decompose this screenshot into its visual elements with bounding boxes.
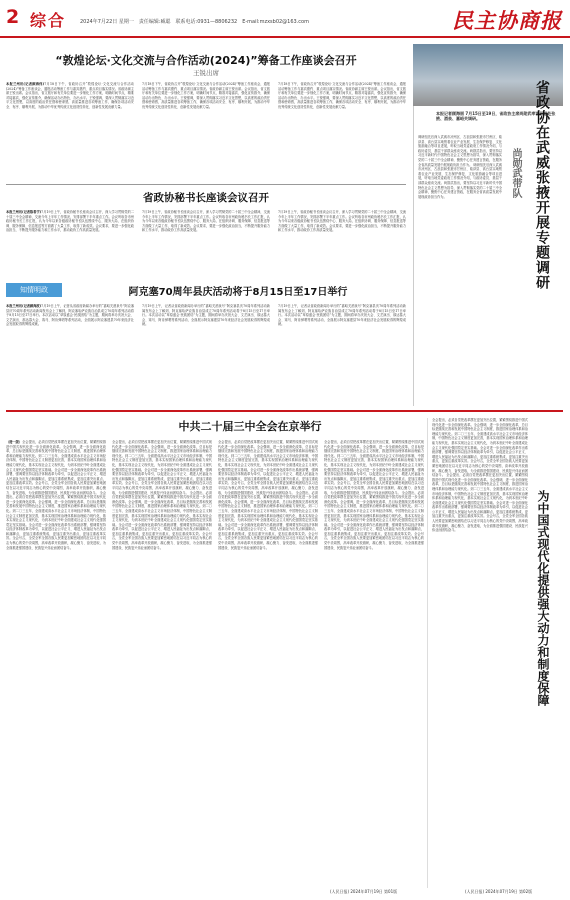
article1-body-col3: 7月18日下午，省政协召开“敦煌论坛·文化交流与合作活动(2024)”筹备工作座谈会，通报活动筹备工作与嘉宾邀约、重点项目落实情况。省政协副主席王锐出席。会议指出，省文旅厅和有关单位要进一步细化工作方案，明确时间节点，精准对接嘉宾，强化宣传推介，确保活动办出特色、办出水平。王锐强调，要深入贯彻落实习近平文化思想，以高度的政治责任感和使命感，高质量推进各项筹备工作，确保各项活动安全、有序、顺利开展，为推动中华优秀传统文化创造性转化、创新性发展贡献力量。 <box>278 82 406 109</box>
sidebar-body: 调研组先后深入武威市凉州区、古浪县和张掖市甘州区、临泽县、高台县实地察看农业产业发展、生态保护修复、文化旅游融合等项目进展，听取当地党委政府工作情况介绍，与政协委员、基层干部群众座谈交流。尚勋武指出，要坚持以习近平新时代中国特色社会主义思想为指导，深入贯彻落实党的二十届三中全会精神，聚焦中心任务建言资政，在服务全省高质量发展中展现政协担当作为。 调研组先后深入武威市凉州区、古浪县和张掖市甘州区、临泽县、高台县实地察看农业产业发展、生态保护修复、文化旅游融合等项目进展，听取当地党委政府工作情况介绍，与政协委员、基层干部群众座谈交流。尚勋武指出，要坚持以习近平新时代中国特色社会主义思想为指导，深入贯彻落实党的二十届三中全会精神，聚焦中心任务建言资政，在服务全省高质量发展中展现政协担当作为。 <box>418 135 502 199</box>
column-rule <box>427 418 428 888</box>
footer-source-left: (人民日报) 2024年07月19日 第01版 <box>330 889 398 894</box>
article2-body-col1: 本报兰州讯(记者陈希宇)7月19日上午，省政协秘书长座谈会议召开，深入学习贯彻党的二十届三中全会精神，交流今年上半年工作情况，安排部署下半年重点工作。会议听取各市州政协秘书长工作汇报，认为今年以来各级政协秘书长队伍围绕中心、服务大局，在组织协调、服务保障、信息报送等方面做了大量工作，取得了新成效。会议要求，要进一步强化政治担当，不断提升服务能力和工作水平，推动政协工作高质量发展。 <box>6 210 134 233</box>
column-tag: 知情明政 <box>6 283 62 297</box>
page-header <box>0 0 570 38</box>
article1-body-col1: 本报兰州讯(记者顾海伟)7月18日下午，省政协召开“敦煌论坛·文化交流与合作活动(2024)”筹备工作座谈会，通报活动筹备工作与嘉宾邀约、重点项目落实情况。省政协副主席王锐出席。会议指出，省文旅厅和有关单位要进一步细化工作方案，明确时间节点，精准对接嘉宾，强化宣传推介，确保活动办出特色、办出水平。王锐强调，要深入贯彻落实习近平文化思想，以高度的政治责任感和使命感，高质量推进各项筹备工作，确保各项活动安全、有序、顺利开展，为推动中华优秀传统文化创造性转化、创新性发展贡献力量。 <box>6 82 134 109</box>
article2-title: 省政协秘书长座谈会议召开 <box>143 192 269 204</box>
divider <box>6 184 406 185</box>
article3-body-col1: 本报兰州讯(记者顾海波)7月19日上午，记者从省政府新闻办举行的“嘉峪关酒泉号”阿克塞县庆70周年系列活动新闻发布会上了解到，阿克塞哈萨克族自治县成立70周年系列活动将于8月15日至17日举行。本次活动以“草原盛会·民族团结”为主题，期间将举办庆祝大会、文艺演出、那达慕大会、赛马、阿肯弹唱等系列活动，全面展示阿克塞建县70年来经济社会发展取得的辉煌成就。 <box>6 304 134 327</box>
article4-body-col3: 全会提出，必须自觉把改革摆在更加突出位置，紧紧围绕推进中国式现代化进一步全面深化改革。全会强调，进一步全面深化改革，总目标是继续完善和发展中国特色社会主义制度，推进国家治理体系和治理能力现代化。到二〇三五年，全面建成高水平社会主义市场经济体制，中国特色社会主义制度更加完善，基本实现国家治理体系和治理能力现代化，基本实现社会主义现代化，为到本世纪中叶全面建成社会主义现代化强国奠定坚实基础。全会对进一步全面深化改革作出系统部署，强调要坚持以经济体制改革为牵引，以促进社会公平正义、增进人民福祉为出发点和落脚点，更加注重系统集成，更加注重突出重点，更加注重改革实效。全会号召，全党全军全国各族人民要更加紧密地团结在以习近平同志为核心的党中央周围，高举改革开放旗帜，凝心聚力、奋发进取，为全面推进强国建设、民族复兴伟业而团结奋斗。 全会提出，必须自觉把改革摆在更加突出位置，紧紧围绕推进中国式现代化进一步全面深化改革。全会强调，进一步全面深化改革，总目标是继续完善和发展中国特色社会主义制度，推进国家治理体系和治理能力现代化。到二〇三五年，全面建成高水平社会主义市场经济体制，中国特色社会主义制度更加完善，基本实现国家治理体系和治理能力现代化，基本实现社会主义现代化，为到本世纪中叶全面建成社会主义现代化强国奠定坚实基础。全会对进一步全面深化改革作出系统部署，强调要坚持以经济体制改革为牵引，以促进社会公平正义、增进人民福祉为出发点和落脚点，更加注重系统集成，更加注重突出重点，更加注重改革实效。全会号召，全党全军全国各族人民要更加紧密地团结在以习近平同志为核心的党中央周围，高举改革开放旗帜，凝心聚力、奋发进取，为全面推进强国建设、民族复兴伟业而团结奋斗。 <box>218 440 318 550</box>
header-meta: 2024年7月22日 星期一 责任编辑:臧聪 联系电话:0931—8806232 E-mail:mzxsb02@163.com <box>80 19 309 25</box>
article4-body-col1: （接一版）全会提出，必须自觉把改革摆在更加突出位置，紧紧围绕推进中国式现代化进一步全面深化改革。全会强调，进一步全面深化改革，总目标是继续完善和发展中国特色社会主义制度，推进国家治理体系和治理能力现代化。到二〇三五年，全面建成高水平社会主义市场经济体制，中国特色社会主义制度更加完善，基本实现国家治理体系和治理能力现代化，基本实现社会主义现代化，为到本世纪中叶全面建成社会主义现代化强国奠定坚实基础。全会对进一步全面深化改革作出系统部署，强调要坚持以经济体制改革为牵引，以促进社会公平正义、增进人民福祉为出发点和落脚点，更加注重系统集成，更加注重突出重点，更加注重改革实效。全会号召，全党全军全国各族人民要更加紧密地团结在以习近平同志为核心的党中央周围，高举改革开放旗帜，凝心聚力、奋发进取，为全面推进强国建设、民族复兴伟业而团结奋斗。 全会提出，必须自觉把改革摆在更加突出位置，紧紧围绕推进中国式现代化进一步全面深化改革。全会强调，进一步全面深化改革，总目标是继续完善和发展中国特色社会主义制度，推进国家治理体系和治理能力现代化。到二〇三五年，全面建成高水平社会主义市场经济体制，中国特色社会主义制度更加完善，基本实现国家治理体系和治理能力现代化，基本实现社会主义现代化，为到本世纪中叶全面建成社会主义现代化强国奠定坚实基础。全会对进一步全面深化改革作出系统部署，强调要坚持以经济体制改革为牵引，以促进社会公平正义、增进人民福祉为出发点和落脚点，更加注重系统集成，更加注重突出重点，更加注重改革实效。全会号召，全党全军全国各族人民要更加紧密地团结在以习近平同志为核心的党中央周围，高举改革开放旗帜，凝心聚力、奋发进取，为全面推进强国建设、民族复兴伟业而团结奋斗。 <box>6 440 106 550</box>
article1-title: “敦煌论坛·文化交流与合作活动(2024)”筹备工作座谈会召开 <box>55 54 357 67</box>
section-divider <box>6 410 563 412</box>
page-number: 2 <box>6 6 20 28</box>
article2-body-col2: 7月19日上午，省政协秘书长座谈会议召开，深入学习贯彻党的二十届三中全会精神，交流今年上半年工作情况，安排部署下半年重点工作。会议听取各市州政协秘书长工作汇报，认为今年以来各级政协秘书长队伍围绕中心、服务大局，在组织协调、服务保障、信息报送等方面做了大量工作，取得了新成效。会议要求，要进一步强化政治担当，不断提升服务能力和工作水平，推动政协工作高质量发展。 <box>142 210 270 233</box>
article4-body-col4: 全会提出，必须自觉把改革摆在更加突出位置，紧紧围绕推进中国式现代化进一步全面深化改革。全会强调，进一步全面深化改革，总目标是继续完善和发展中国特色社会主义制度，推进国家治理体系和治理能力现代化。到二〇三五年，全面建成高水平社会主义市场经济体制，中国特色社会主义制度更加完善，基本实现国家治理体系和治理能力现代化，基本实现社会主义现代化，为到本世纪中叶全面建成社会主义现代化强国奠定坚实基础。全会对进一步全面深化改革作出系统部署，强调要坚持以经济体制改革为牵引，以促进社会公平正义、增进人民福祉为出发点和落脚点，更加注重系统集成，更加注重突出重点，更加注重改革实效。全会号召，全党全军全国各族人民要更加紧密地团结在以习近平同志为核心的党中央周围，高举改革开放旗帜，凝心聚力、奋发进取，为全面推进强国建设、民族复兴伟业而团结奋斗。 全会提出，必须自觉把改革摆在更加突出位置，紧紧围绕推进中国式现代化进一步全面深化改革。全会强调，进一步全面深化改革，总目标是继续完善和发展中国特色社会主义制度，推进国家治理体系和治理能力现代化。到二〇三五年，全面建成高水平社会主义市场经济体制，中国特色社会主义制度更加完善，基本实现国家治理体系和治理能力现代化，基本实现社会主义现代化，为到本世纪中叶全面建成社会主义现代化强国奠定坚实基础。全会对进一步全面深化改革作出系统部署，强调要坚持以经济体制改革为牵引，以促进社会公平正义、增进人民福祉为出发点和落脚点，更加注重系统集成，更加注重突出重点，更加注重改革实效。全会号召，全党全军全国各族人民要更加紧密地团结在以习近平同志为核心的党中央周围，高举改革开放旗帜，凝心聚力、奋发进取，为全面推进强国建设、民族复兴伟业而团结奋斗。 <box>324 440 424 550</box>
article4-body-col2: 全会提出，必须自觉把改革摆在更加突出位置，紧紧围绕推进中国式现代化进一步全面深化改革。全会强调，进一步全面深化改革，总目标是继续完善和发展中国特色社会主义制度，推进国家治理体系和治理能力现代化。到二〇三五年，全面建成高水平社会主义市场经济体制，中国特色社会主义制度更加完善，基本实现国家治理体系和治理能力现代化，基本实现社会主义现代化，为到本世纪中叶全面建成社会主义现代化强国奠定坚实基础。全会对进一步全面深化改革作出系统部署，强调要坚持以经济体制改革为牵引，以促进社会公平正义、增进人民福祉为出发点和落脚点，更加注重系统集成，更加注重突出重点，更加注重改革实效。全会号召，全党全军全国各族人民要更加紧密地团结在以习近平同志为核心的党中央周围，高举改革开放旗帜，凝心聚力、奋发进取，为全面推进强国建设、民族复兴伟业而团结奋斗。 全会提出，必须自觉把改革摆在更加突出位置，紧紧围绕推进中国式现代化进一步全面深化改革。全会强调，进一步全面深化改革，总目标是继续完善和发展中国特色社会主义制度，推进国家治理体系和治理能力现代化。到二〇三五年，全面建成高水平社会主义市场经济体制，中国特色社会主义制度更加完善，基本实现国家治理体系和治理能力现代化，基本实现社会主义现代化，为到本世纪中叶全面建成社会主义现代化强国奠定坚实基础。全会对进一步全面深化改革作出系统部署，强调要坚持以经济体制改革为牵引，以促进社会公平正义、增进人民福祉为出发点和落脚点，更加注重系统集成，更加注重突出重点，更加注重改革实效。全会号召，全党全军全国各族人民要更加紧密地团结在以习近平同志为核心的党中央周围，高举改革开放旗帜，凝心聚力、奋发进取，为全面推进强国建设、民族复兴伟业而团结奋斗。 <box>112 440 212 550</box>
article1-body-col2: 7月18日下午，省政协召开“敦煌论坛·文化交流与合作活动(2024)”筹备工作座谈会，通报活动筹备工作与嘉宾邀约、重点项目落实情况。省政协副主席王锐出席。会议指出，省文旅厅和有关单位要进一步细化工作方案，明确时间节点，精准对接嘉宾，强化宣传推介，确保活动办出特色、办出水平。王锐强调，要深入贯彻落实习近平文化思想，以高度的政治责任感和使命感，高质量推进各项筹备工作，确保各项活动安全、有序、顺利开展，为推动中华优秀传统文化创造性转化、创新性发展贡献力量。 <box>142 82 270 109</box>
article5-body: 全会提出，必须自觉把改革摆在更加突出位置，紧紧围绕推进中国式现代化进一步全面深化改革。全会强调，进一步全面深化改革，总目标是继续完善和发展中国特色社会主义制度，推进国家治理体系和治理能力现代化。到二〇三五年，全面建成高水平社会主义市场经济体制，中国特色社会主义制度更加完善，基本实现国家治理体系和治理能力现代化，基本实现社会主义现代化，为到本世纪中叶全面建成社会主义现代化强国奠定坚实基础。全会对进一步全面深化改革作出系统部署，强调要坚持以经济体制改革为牵引，以促进社会公平正义、增进人民福祉为出发点和落脚点，更加注重系统集成，更加注重突出重点，更加注重改革实效。全会号召，全党全军全国各族人民要更加紧密地团结在以习近平同志为核心的党中央周围，高举改革开放旗帜，凝心聚力、奋发进取，为全面推进强国建设、民族复兴伟业而团结奋斗。 全会提出，必须自觉把改革摆在更加突出位置，紧紧围绕推进中国式现代化进一步全面深化改革。全会强调，进一步全面深化改革，总目标是继续完善和发展中国特色社会主义制度，推进国家治理体系和治理能力现代化。到二〇三五年，全面建成高水平社会主义市场经济体制，中国特色社会主义制度更加完善，基本实现国家治理体系和治理能力现代化，基本实现社会主义现代化，为到本世纪中叶全面建成社会主义现代化强国奠定坚实基础。全会对进一步全面深化改革作出系统部署，强调要坚持以经济体制改革为牵引，以促进社会公平正义、增进人民福祉为出发点和落脚点，更加注重系统集成，更加注重突出重点，更加注重改革实效。全会号召，全党全军全国各族人民要更加紧密地团结在以习近平同志为核心的党中央周围，高举改革开放旗帜，凝心聚力、奋发进取，为全面推进强国建设、民族复兴伟业而团结奋斗。 <box>432 418 528 533</box>
footer-source-right: (人民日报) 2024年07月19日 第02版 <box>465 889 533 894</box>
sidebar-author: 尚勋武带队 <box>510 148 521 198</box>
article4-title: 中共二十届三中全会在京举行 <box>178 420 322 433</box>
article1-byline: 王锐出席 <box>193 69 219 77</box>
sidebar-title: 省政协在武威张掖开展专题调研 <box>534 80 550 290</box>
section-name: 综合 <box>30 11 67 30</box>
article3-body-col2: 7月19日上午，记者从省政府新闻办举行的“嘉峪关酒泉号”阿克塞县庆70周年系列活动新闻发布会上了解到，阿克塞哈萨克族自治县成立70周年系列活动将于8月15日至17日举行。本次活动以“草原盛会·民族团结”为主题，期间将举办庆祝大会、文艺演出、那达慕大会、赛马、阿肯弹唱等系列活动，全面展示阿克塞建县70年来经济社会发展取得的辉煌成就。 <box>142 304 270 327</box>
article3-body-col3: 7月19日上午，记者从省政府新闻办举行的“嘉峪关酒泉号”阿克塞县庆70周年系列活动新闻发布会上了解到，阿克塞哈萨克族自治县成立70周年系列活动将于8月15日至17日举行。本次活动以“草原盛会·民族团结”为主题，期间将举办庆祝大会、文艺演出、那达慕大会、赛马、阿肯弹唱等系列活动，全面展示阿克塞建县70年来经济社会发展取得的辉煌成就。 <box>278 304 406 327</box>
article5-title: 为中国式现代化提供强大动力和制度保障 <box>536 490 550 706</box>
newspaper-brand: 民主协商报 <box>452 8 562 33</box>
article2-body-col3: 7月19日上午，省政协秘书长座谈会议召开，深入学习贯彻党的二十届三中全会精神，交流今年上半年工作情况，安排部署下半年重点工作。会议听取各市州政协秘书长工作汇报，认为今年以来各级政协秘书长队伍围绕中心、服务大局，在组织协调、服务保障、信息报送等方面做了大量工作，取得了新成效。会议要求，要进一步强化政治担当，不断提升服务能力和工作水平，推动政协工作高质量发展。 <box>278 210 406 233</box>
article3-title: 阿克塞70周年县庆活动将于8月15日至17日举行 <box>128 287 348 298</box>
sidebar-photo-caption: 本报记者顾海丽 7月15日至19日，省政协主席尚勋武率调研组赴张掖、酒泉、嘉峪关调研。 <box>436 111 556 121</box>
